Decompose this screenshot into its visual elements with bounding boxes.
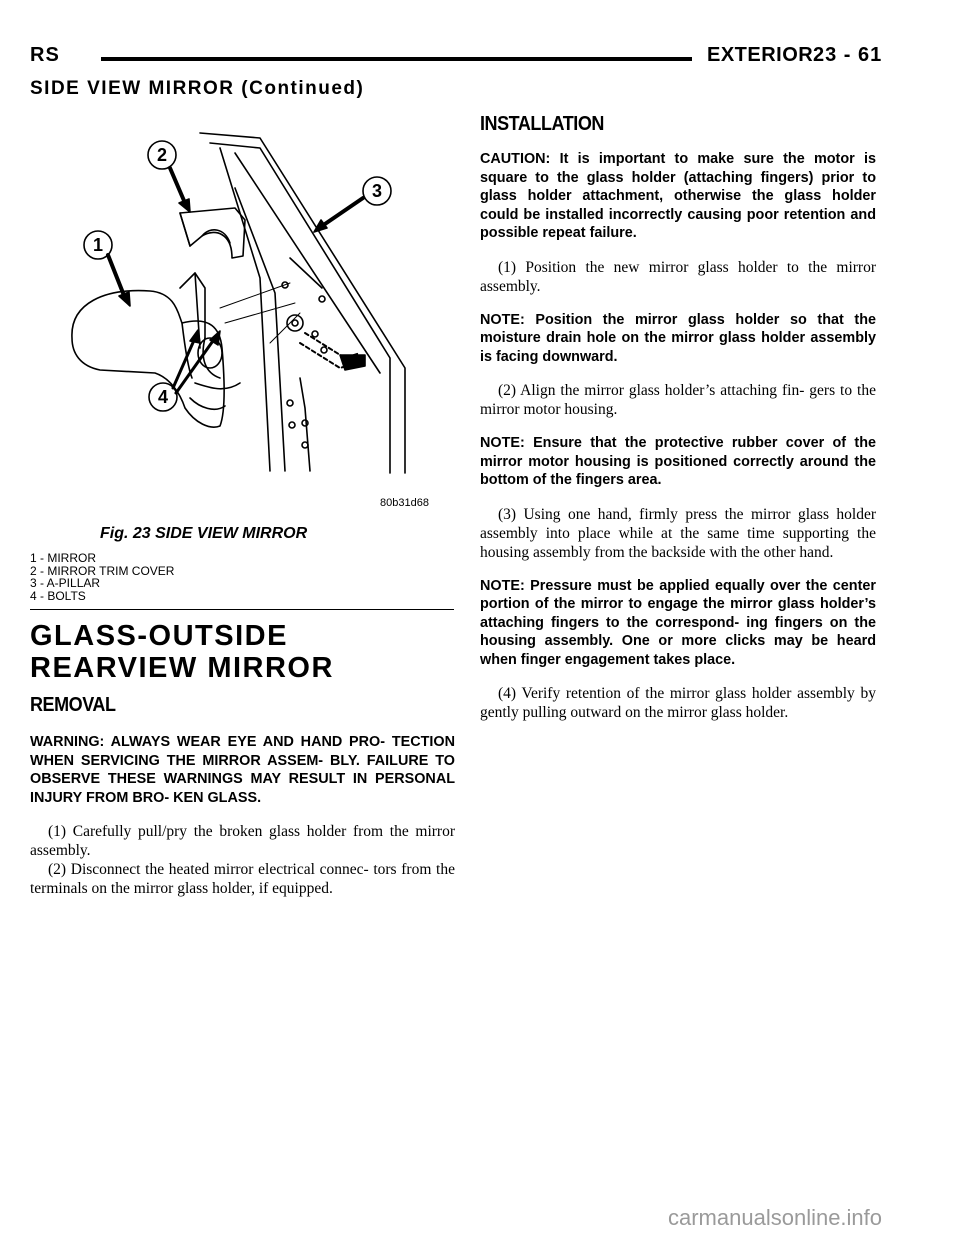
- installation-step-1: (1) Position the new mirror glass holder to the mirror assembly.: [480, 258, 876, 295]
- removal-step-2: (2) Disconnect the heated mirror electrical connec- tors from the terminals on the mirror glass holder, if equipped.: [30, 861, 455, 897]
- callout-2-label: 2: [156, 145, 168, 165]
- legend-item: 3 - A-PILLAR: [30, 576, 101, 590]
- removal-heading: REMOVAL: [30, 694, 116, 716]
- installation-note-2: NOTE: Ensure that the protective rubber cover of the mirror motor housing is positioned correctly around the bottom of the fingers area.: [480, 435, 876, 488]
- legend-item: 1 - MIRROR: [30, 551, 96, 565]
- callout-4-label: 4: [157, 387, 169, 407]
- removal-body: [30, 733, 455, 913]
- legend-item: 2 - MIRROR TRIM COVER: [30, 563, 175, 578]
- callout-3-label: 3: [371, 181, 383, 201]
- side-view-mirror-illustration: [60, 108, 460, 513]
- installation-step-2: (2) Align the mirror glass holder’s attaching fin- gers to the mirror motor housing.: [480, 382, 876, 418]
- continued-title: SIDE VIEW MIRROR (Continued): [30, 78, 365, 99]
- callout-3: [314, 177, 391, 232]
- removal-step-1: (1) Carefully pull/pry the broken glass holder from the mirror assembly.: [30, 823, 455, 859]
- legend-item: 4 - BOLTS: [30, 588, 86, 603]
- figure-caption: Fig. 23 SIDE VIEW MIRROR: [100, 525, 308, 542]
- installation-note-3: NOTE: Pressure must be applied equally over the center portion of the mirror to engage the mirror glass holder’s attaching fingers to the correspond- ing fingers on the housing assembly. One or more clicks may be heard when finger engagement takes place.: [480, 577, 876, 668]
- header-rule: [101, 57, 692, 61]
- mirror-trim-cover-drawing: [180, 208, 245, 258]
- figure-legend: [30, 552, 174, 602]
- installation-note-1: NOTE: Position the mirror glass holder so that the moisture drain hole on the mirror glass holder assembly is facing downward.: [480, 311, 876, 365]
- callout-2: [148, 141, 190, 212]
- header-section-title: EXTERIOR: [707, 44, 814, 66]
- installation-heading: INSTALLATION: [480, 113, 604, 135]
- installation-caution: CAUTION: It is important to make sure the motor is square to the glass holder (attaching fingers) prior to glass holder attachment, otherwise the glass holder could be installed incorrectly causing poor retention and possible repeat failure.: [480, 151, 876, 241]
- mirror-drawing: [72, 273, 303, 427]
- header-page-number: 23 - 61: [813, 44, 883, 66]
- header-manual-code: RS: [30, 44, 60, 66]
- watermark: carmanualsonline.info: [668, 1205, 883, 1230]
- installation-step-4: (4) Verify retention of the mirror glass holder assembly by gently pulling outward on the mirror glass holder.: [480, 685, 876, 721]
- callout-1-label: 1: [92, 235, 104, 255]
- figure-divider: [30, 609, 454, 610]
- section-title: GLASS-OUTSIDE REARVIEW MIRROR: [30, 620, 334, 684]
- figure-code: 80b31d68: [380, 497, 429, 509]
- installation-body: [480, 150, 876, 737]
- removal-warning: WARNING: ALWAYS WEAR EYE AND HAND PRO- TECTION WHEN SERVICING THE MIRROR ASSEM- BLY. FAILURE TO OBSERVE THESE WARNINGS MAY RESULT IN PERSONAL INJURY FROM BRO- KEN GLASS.: [30, 734, 455, 806]
- installation-step-3: (3) Using one hand, firmly press the mirror glass holder assembly into place while at the same time supporting the housing assembly from the backside with the other hand.: [480, 505, 876, 561]
